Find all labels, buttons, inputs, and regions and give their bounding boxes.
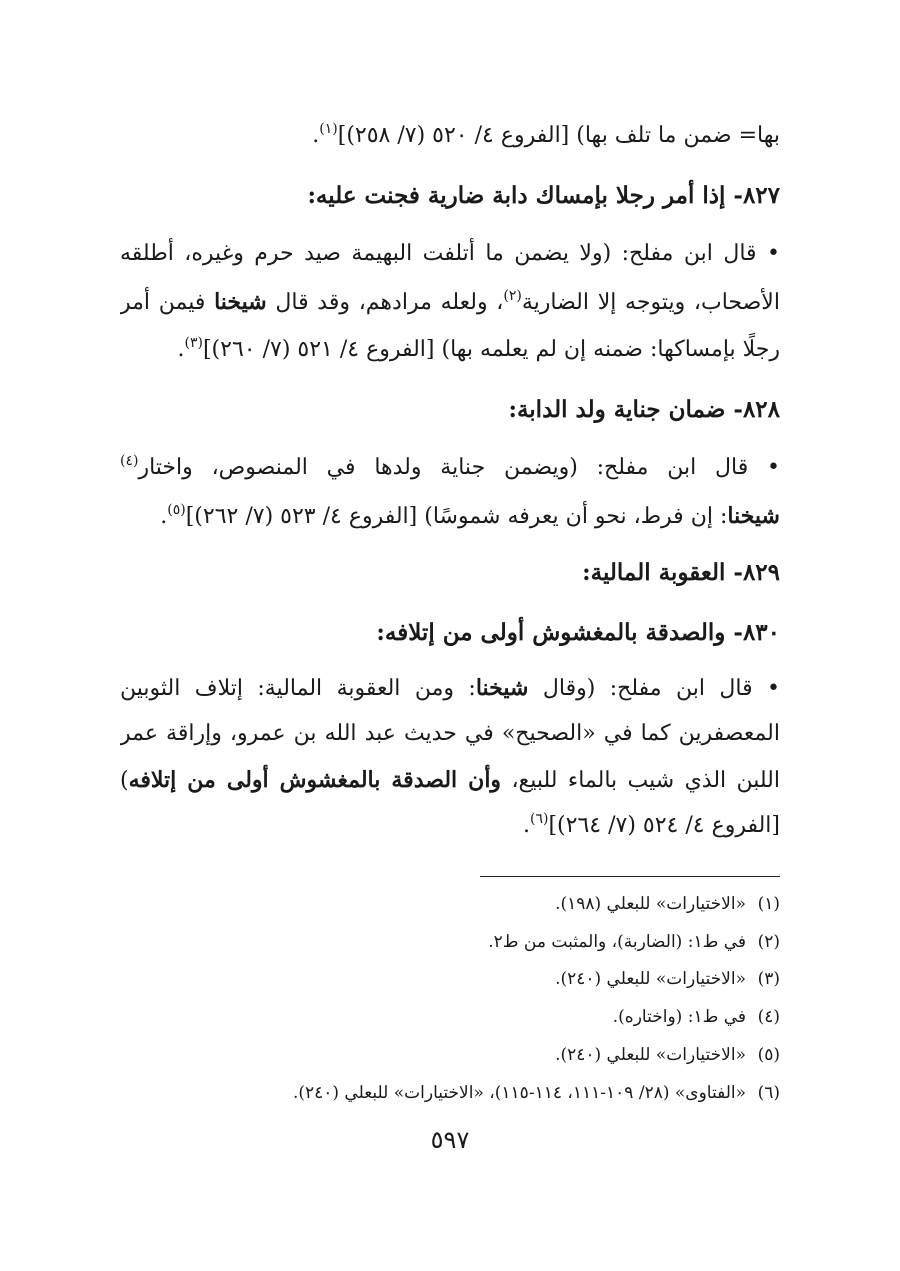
footnote-text: «الاختيارات» للبعلي (٢٤٠). — [555, 969, 746, 989]
text-line-3: • قال ابن مفلح: (ولا يضمن ما أتلفت البهيمة صيد حرم وغيره، أطلقه — [120, 241, 780, 266]
text-line-14 — [120, 806, 780, 848]
footnote-text: «الاختيارات» للبعلي (٢٤٠). — [555, 1045, 746, 1065]
footnote-text: «الاختيارات» للبعلي (١٩٨). — [555, 894, 746, 914]
line-text: : ومن العقوبة المالية: إتلاف الثوبين — [120, 676, 476, 701]
footnote-ref[interactable]: (٤) — [120, 453, 139, 469]
footnote-ref[interactable]: (٣) — [184, 335, 203, 351]
footnote-text: «الفتاوى» (٢٨/ ١٠٩-١١١، ١١٤-١١٥)، «الاختيارات» للبعلي (٢٤٠). — [292, 1083, 746, 1103]
line-text: فيمن أمر — [120, 290, 206, 315]
text-line-4 — [120, 282, 780, 325]
footnote-2 — [120, 928, 780, 956]
line-text: • قال ابن مفلح: (وقال — [542, 676, 780, 701]
line-text: اللبن الذي شيب بالماء للبيع، — [511, 768, 780, 793]
emphasis-text: شيخنا — [727, 503, 780, 529]
line-end: . — [312, 123, 320, 148]
emphasis-text: وأن الصدقة بالمغشوش أولى من إتلافه — [128, 767, 502, 793]
text-line-12: المعصفرين كما في «الصحيح» في حديث عبد الله بن عمرو، وإراقة عمر — [120, 721, 780, 746]
footnote-ref[interactable]: (١) — [319, 121, 338, 137]
footnote-ref[interactable]: (٦) — [529, 811, 549, 827]
footnote-6 — [120, 1079, 780, 1107]
section-heading-830: ٨٣٠- والصدقة بالمغشوش أولى من إتلافه: — [376, 619, 780, 646]
text-line-8 — [120, 496, 780, 539]
section-heading-827: ٨٢٧- إذا أمر رجلا بإمساك دابة ضارية فجنت عليه: — [307, 182, 780, 209]
footnote-number: (١) — [757, 894, 780, 914]
footnote-number: (٦) — [757, 1083, 780, 1103]
line-text: رجلًا بإمساكها: ضمنه إن لم يعلمه بها) [الفروع ٤/ ٥٢١ (٧/ ٢٦٠)] — [202, 337, 780, 362]
text-line-5 — [120, 330, 780, 372]
emphasis-text: شيخنا — [475, 675, 529, 701]
footnote-number: (٥) — [757, 1045, 780, 1065]
footnote-number: (٤) — [757, 1007, 780, 1027]
section-heading-829: ٨٢٩- العقوبة المالية: — [582, 559, 780, 586]
line-text: بها= ضمن ما تلف بها) [الفروع ٤/ ٥٢٠ (٧/ ٢٥٨)] — [337, 123, 780, 148]
footnote-separator — [480, 876, 780, 877]
text-line-1 — [120, 116, 780, 158]
footnote-number: (٢) — [757, 932, 780, 952]
text-line-13 — [120, 760, 780, 801]
line-end: . — [522, 813, 530, 838]
footnote-text: في ط١: (الضاربة)، والمثبت من ط٢. — [488, 932, 746, 952]
line-text: • قال ابن مفلح: (ويضمن جناية ولدها في المنصوص، واختار — [138, 455, 780, 480]
footnote-ref[interactable]: (٥) — [167, 502, 186, 518]
line-text: الأصحاب، ويتوجه إلا الضارية — [521, 290, 780, 315]
line-end: . — [177, 337, 185, 362]
footnote-text: في ط١: (واختاره). — [612, 1007, 746, 1027]
footnote-4 — [120, 1003, 780, 1031]
emphasis-text: شيخنا — [214, 289, 267, 315]
line-text: ، ولعله مرادهم، وقد قال — [275, 290, 504, 315]
line-text: [الفروع ٤/ ٥٢٤ (٧/ ٢٦٤)] — [548, 813, 780, 838]
line-end: ) — [120, 768, 129, 793]
text-line-7 — [120, 448, 780, 490]
footnote-3 — [120, 965, 780, 993]
line-end: . — [160, 504, 168, 529]
line-text: : إن فرط، نحو أن يعرفه شموسًا) [الفروع ٤/ ٥٢٣ (٧/ ٢٦٢)] — [185, 504, 728, 529]
page-number: ٥٩٧ — [430, 1126, 470, 1154]
text-line-11 — [120, 668, 780, 709]
footnote-1 — [120, 890, 780, 918]
footnote-number: (٣) — [757, 969, 780, 989]
footnote-5 — [120, 1041, 780, 1069]
footnote-ref[interactable]: (٢) — [503, 288, 522, 304]
section-heading-828: ٨٢٨- ضمان جناية ولد الدابة: — [508, 396, 780, 423]
